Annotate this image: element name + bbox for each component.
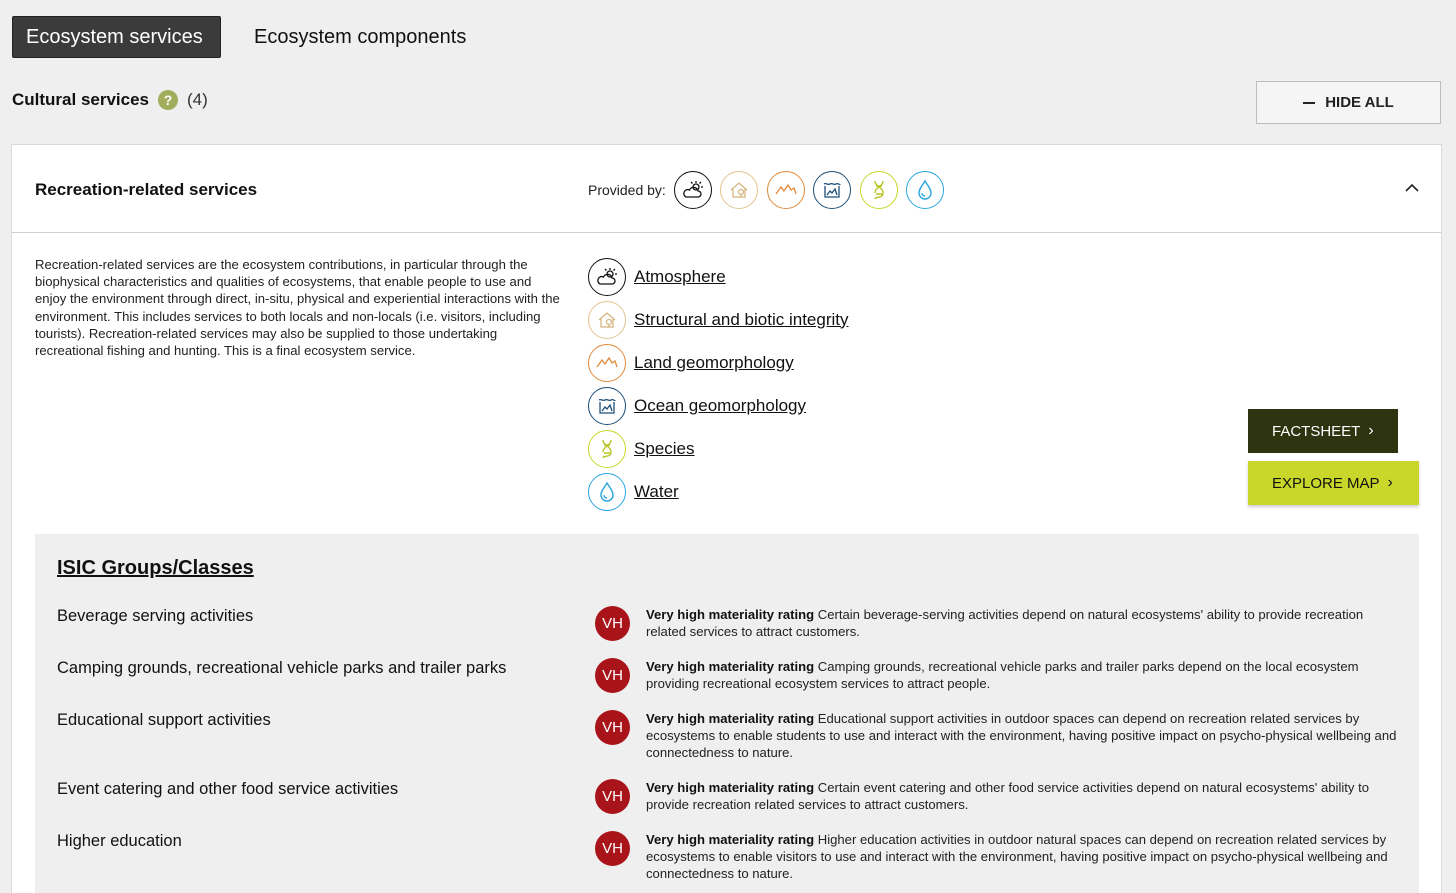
isic-panel xyxy=(35,534,1419,893)
section-count: (4) xyxy=(187,90,208,109)
ocean-geomorphology-icon xyxy=(813,171,851,209)
isic-row-name: Event catering and other food service activities xyxy=(57,780,399,798)
rating-label: Very high materiality rating xyxy=(646,659,815,674)
isic-row-text xyxy=(646,658,1406,692)
isic-row-name: Educational support activities xyxy=(57,711,271,729)
help-icon[interactable]: ? xyxy=(158,90,178,110)
isic-row-text xyxy=(646,779,1406,813)
rating-label: Very high materiality rating xyxy=(646,832,815,847)
rating-text: Certain event catering and other food service activities depend on natural ecosystems' ability to provide recreation related services to attract customers. xyxy=(646,780,1370,813)
biotic-integrity-icon xyxy=(588,301,626,339)
water-icon xyxy=(906,171,944,209)
species-icon xyxy=(588,430,626,468)
explore-map-label: EXPLORE MAP xyxy=(1272,474,1380,492)
component-atmosphere xyxy=(588,255,849,298)
atmosphere-icon xyxy=(588,258,626,296)
provided-by-label: Provided by: xyxy=(588,182,666,198)
section-title: Cultural services xyxy=(12,90,150,109)
component-link-biotic-integrity[interactable]: Structural and biotic integrity xyxy=(634,309,849,329)
card-title: Recreation-related services xyxy=(35,180,258,199)
service-card xyxy=(11,144,1442,893)
service-description: Recreation-related services are the ecosystem contributions, in particular through the biophysical characteristics and qualities of ecosystems, that enable people to use and enjoy the environment through direct, in-situ, physical and experiential interactions with the environment. This includes services to both locals and non-locals (i.e. visitors, including tourists). Recreation-related services may also be supplied to those undertaking recreational fishing and hunting. This is a final ecosystem service. xyxy=(35,257,560,359)
water-icon xyxy=(588,473,626,511)
component-biotic-integrity xyxy=(588,298,849,341)
chevron-right-icon: › xyxy=(1387,474,1393,491)
section-header xyxy=(12,90,208,110)
rating-text: Higher education activities in outdoor natural spaces can depend on recreation related services by ecosystems to enable visitors to use and interact with the environment, having positive impact on psycho-physical wellbeing and connectedness to nature. xyxy=(646,832,1388,882)
biotic-integrity-icon xyxy=(720,171,758,209)
card-header[interactable] xyxy=(12,145,1441,233)
materiality-badge: VH xyxy=(595,658,630,693)
isic-row-text xyxy=(646,831,1406,883)
chevron-up-icon[interactable] xyxy=(1404,181,1420,195)
materiality-badge: VH xyxy=(595,831,630,866)
component-link-ocean-geomorphology[interactable]: Ocean geomorphology xyxy=(634,395,807,415)
tab-ecosystem-services[interactable]: Ecosystem services xyxy=(12,16,221,58)
component-water xyxy=(588,470,849,513)
isic-row-name: Camping grounds, recreational vehicle parks and trailer parks xyxy=(57,659,507,677)
hide-all-label: HIDE ALL xyxy=(1325,94,1394,111)
component-link-species[interactable]: Species xyxy=(634,438,695,458)
rating-label: Very high materiality rating xyxy=(646,780,815,795)
land-geomorphology-icon xyxy=(588,344,626,382)
rating-label: Very high materiality rating xyxy=(646,607,815,622)
tab-bar xyxy=(12,16,479,58)
isic-row-name: Higher education xyxy=(57,832,182,850)
component-link-atmosphere[interactable]: Atmosphere xyxy=(634,266,726,286)
component-species xyxy=(588,427,849,470)
rating-text: Educational support activities in outdoor spaces can depend on recreation related services by ecosystems to enable students to use and interact with the environment, having positive impact on psycho-physical wellbeing and connectedness to nature. xyxy=(646,711,1397,761)
rating-text: Certain beverage-serving activities depend on natural ecosystems' ability to provide recreation related services to attract customers. xyxy=(646,607,1364,640)
component-link-land-geomorphology[interactable]: Land geomorphology xyxy=(634,352,794,372)
isic-title: ISIC Groups/Classes xyxy=(57,557,254,579)
rating-label: Very high materiality rating xyxy=(646,711,815,726)
isic-row-text xyxy=(646,710,1406,762)
rating-text: Camping grounds, recreational vehicle parks and trailer parks depend on the local ecosystem providing recreational ecosystem services to attract people. xyxy=(646,659,1359,692)
minus-icon xyxy=(1303,102,1315,104)
land-geomorphology-icon xyxy=(767,171,805,209)
provided-by xyxy=(588,171,953,209)
species-icon xyxy=(860,171,898,209)
factsheet-button[interactable] xyxy=(1248,409,1398,453)
component-ocean-geomorphology xyxy=(588,384,849,427)
component-land-geomorphology xyxy=(588,341,849,384)
chevron-right-icon: › xyxy=(1368,422,1374,439)
materiality-badge: VH xyxy=(595,710,630,745)
tab-ecosystem-components[interactable]: Ecosystem components xyxy=(254,25,467,48)
explore-map-button[interactable] xyxy=(1248,461,1419,505)
isic-row-text xyxy=(646,606,1406,640)
hide-all-button[interactable] xyxy=(1256,81,1441,124)
atmosphere-icon xyxy=(674,171,712,209)
component-list xyxy=(588,255,849,513)
materiality-badge: VH xyxy=(595,779,630,814)
isic-row-name: Beverage serving activities xyxy=(57,607,254,625)
component-link-water[interactable]: Water xyxy=(634,481,679,501)
materiality-badge: VH xyxy=(595,606,630,641)
ocean-geomorphology-icon xyxy=(588,387,626,425)
factsheet-label: FACTSHEET xyxy=(1272,422,1361,440)
